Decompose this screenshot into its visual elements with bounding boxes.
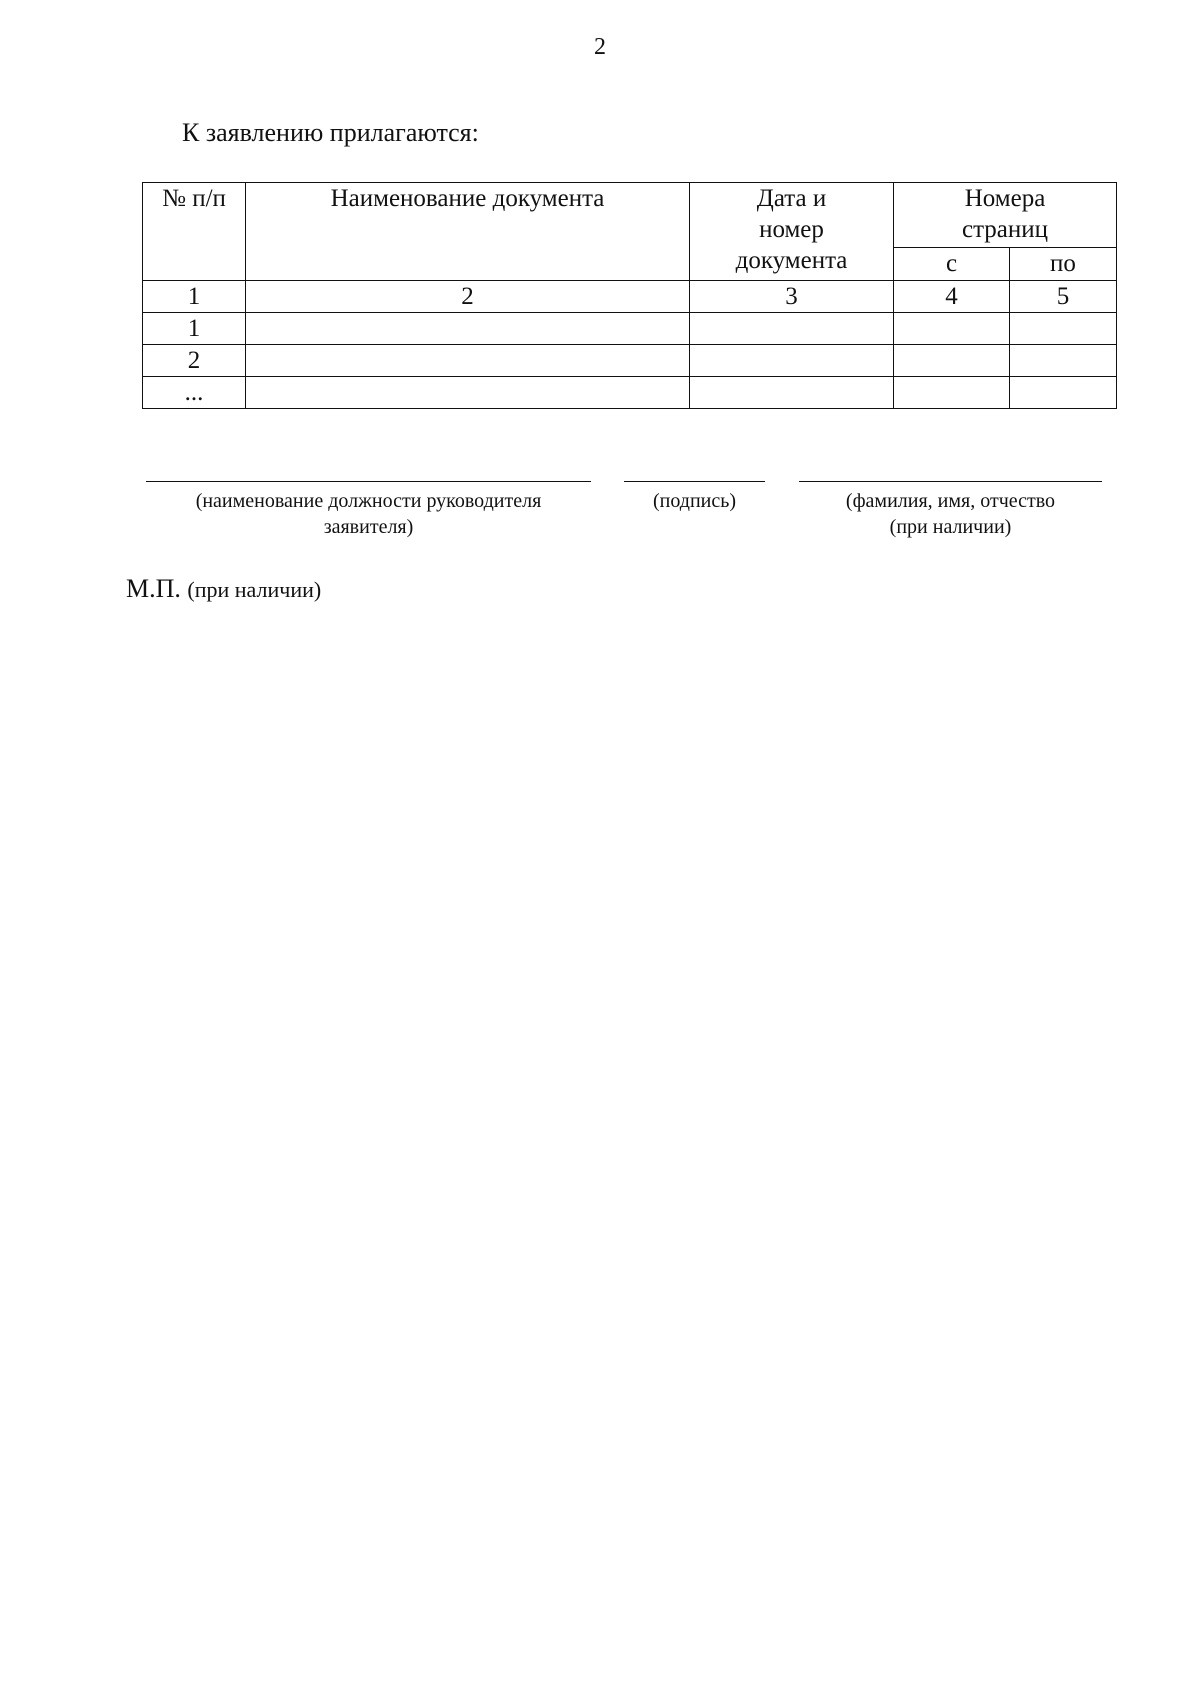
- header-page-numbers: [894, 183, 1117, 248]
- header-date-line1: Дата и: [756, 185, 827, 212]
- stamp-place: [126, 574, 321, 604]
- full-name-caption: [799, 488, 1102, 540]
- row-date-cell: [690, 345, 894, 377]
- column-number: 3: [690, 281, 894, 313]
- column-number: 5: [1010, 281, 1117, 313]
- column-number-row: [143, 281, 1117, 313]
- signature-caption: (подпись): [652, 490, 737, 512]
- header-date-line3: документа: [735, 247, 848, 274]
- table-row: [143, 313, 1117, 345]
- full-name-caption-line1: (фамилия, имя, отчество: [845, 490, 1056, 512]
- row-from-cell: [894, 345, 1010, 377]
- header-date-number: [690, 183, 894, 281]
- table-row: [143, 345, 1117, 377]
- header-num: № п/п: [143, 183, 246, 281]
- row-num-cell: 1: [143, 313, 246, 345]
- stamp-label: М.П.: [126, 574, 181, 603]
- position-caption-line2: заявителя): [323, 516, 414, 538]
- stamp-note: (при наличии): [187, 577, 322, 602]
- table-header-row: [143, 183, 1117, 248]
- column-number: 2: [246, 281, 690, 313]
- column-number: 4: [894, 281, 1010, 313]
- header-date-line2: номер: [759, 216, 824, 243]
- row-name-cell: [246, 313, 690, 345]
- header-document-name: Наименование документа: [246, 183, 690, 281]
- row-to-cell: [1010, 313, 1117, 345]
- row-date-cell: [690, 377, 894, 409]
- full-name-signature-line: [799, 481, 1102, 482]
- row-date-cell: [690, 313, 894, 345]
- row-name-cell: [246, 345, 690, 377]
- header-pages-line1: Номера: [964, 185, 1046, 212]
- table-row: [143, 377, 1117, 409]
- signature-line: [624, 481, 765, 482]
- row-from-cell: [894, 377, 1010, 409]
- row-num-cell: 2: [143, 345, 246, 377]
- header-pages-line2: страниц: [961, 216, 1049, 243]
- attachments-table: [142, 182, 1117, 409]
- full-name-caption-line2: (при наличии): [889, 516, 1012, 538]
- row-to-cell: [1010, 377, 1117, 409]
- row-from-cell: [894, 313, 1010, 345]
- position-caption-line1: (наименование должности руководителя: [195, 490, 542, 512]
- header-page-to: по: [1010, 248, 1117, 281]
- row-name-cell: [246, 377, 690, 409]
- attachments-heading: К заявлению прилагаются:: [182, 118, 479, 147]
- header-page-from: с: [894, 248, 1010, 281]
- position-caption: [146, 488, 591, 540]
- row-to-cell: [1010, 345, 1117, 377]
- row-num-cell: ...: [143, 377, 246, 409]
- page-number: 2: [594, 34, 606, 60]
- position-signature-line: [146, 481, 591, 482]
- column-number: 1: [143, 281, 246, 313]
